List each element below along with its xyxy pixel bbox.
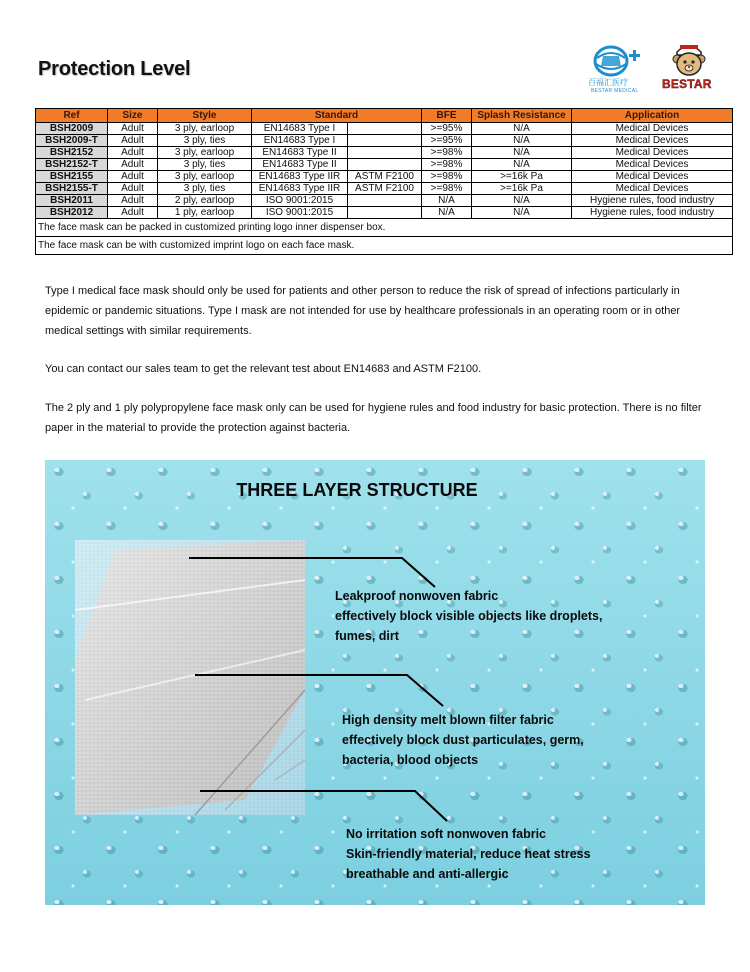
cell-standard-2 — [348, 207, 422, 219]
cell-size: Adult — [108, 207, 158, 219]
header-splash-resistance: Splash Resistance — [472, 109, 572, 123]
cell-splash: >=16k Pa — [472, 183, 572, 195]
cell-bfe: >=98% — [422, 183, 472, 195]
cell-splash: N/A — [472, 159, 572, 171]
cell-bfe: >=98% — [422, 171, 472, 183]
cell-standard: EN14683 Type II — [252, 159, 348, 171]
cell-bfe: >=95% — [422, 135, 472, 147]
layer-inner-line2: Skin-friendly material, reduce heat stress — [346, 847, 591, 861]
cell-style: 3 ply, earloop — [158, 123, 252, 135]
cell-standard-2 — [348, 159, 422, 171]
cell-splash: N/A — [472, 135, 572, 147]
cell-style: 2 ply, earloop — [158, 195, 252, 207]
paragraph-hygiene: The 2 ply and 1 ply polypropylene face mask only can be used for hygiene rules and food industry for basic protection. There is no filter paper in the material to provide the protection against bacteria. — [45, 402, 702, 434]
cell-standard: EN14683 Type IIR — [252, 171, 348, 183]
layer-inner-description — [346, 824, 591, 884]
cell-standard-2 — [348, 135, 422, 147]
cell-standard: EN14683 Type II — [252, 147, 348, 159]
note-imprint: The face mask can be with customized imprint logo on each face mask. — [36, 237, 733, 255]
table-note-row — [36, 219, 733, 237]
bestar-bear-logo — [660, 42, 718, 98]
cell-standard: ISO 9001:2015 — [252, 207, 348, 219]
cell-application: Medical Devices — [572, 171, 733, 183]
note-packing: The face mask can be packed in customized printing logo inner dispenser box. — [36, 219, 733, 237]
layer-middle-line3: bacteria, blood objects — [342, 753, 479, 767]
logo-cn-text: 百福汇医疗 — [588, 78, 628, 87]
cell-standard: EN14683 Type IIR — [252, 183, 348, 195]
layer-middle-line2: effectively block dust particulates, germ, — [342, 733, 584, 747]
cell-style: 3 ply, earloop — [158, 171, 252, 183]
cell-application: Hygiene rules, food industry — [572, 195, 733, 207]
cell-splash: N/A — [472, 195, 572, 207]
layer-middle-title: High density melt blown filter fabric — [342, 713, 554, 727]
header-style: Style — [158, 109, 252, 123]
table-row — [36, 195, 733, 207]
header-ref: Ref — [36, 109, 108, 123]
cell-bfe: N/A — [422, 195, 472, 207]
cell-ref: BSH2152-T — [36, 159, 108, 171]
layer-outer-line2: effectively block visible objects like droplets, — [335, 609, 603, 623]
bestar-medical-logo — [585, 44, 643, 96]
cell-size: Adult — [108, 171, 158, 183]
cell-style: 3 ply, ties — [158, 135, 252, 147]
cell-application: Medical Devices — [572, 183, 733, 195]
cell-standard-2 — [348, 123, 422, 135]
cell-standard-2: ASTM F2100 — [348, 171, 422, 183]
paragraph-contact: You can contact our sales team to get the relevant test about EN14683 and ASTM F2100. — [45, 363, 482, 375]
cell-ref: BSH2009 — [36, 123, 108, 135]
cell-bfe: >=98% — [422, 159, 472, 171]
cell-application: Medical Devices — [572, 147, 733, 159]
cell-size: Adult — [108, 159, 158, 171]
page-title: Protection Level — [38, 58, 191, 80]
cell-size: Adult — [108, 135, 158, 147]
cell-ref: BSH2009-T — [36, 135, 108, 147]
layer-outer-description — [335, 586, 602, 646]
table-note-row — [36, 237, 733, 255]
table-row — [36, 147, 733, 159]
cell-standard-2 — [348, 195, 422, 207]
logo-en-text: BESTAR MEDICAL — [591, 88, 639, 94]
cell-bfe: >=95% — [422, 123, 472, 135]
logo-bestar-text: BESTAR — [662, 77, 712, 91]
cell-application: Medical Devices — [572, 123, 733, 135]
table-row — [36, 123, 733, 135]
layer-inner-title: No irritation soft nonwoven fabric — [346, 827, 547, 841]
cell-size: Adult — [108, 183, 158, 195]
cell-standard: EN14683 Type I — [252, 123, 348, 135]
cell-splash: >=16k Pa — [472, 171, 572, 183]
cell-ref: BSH2011 — [36, 195, 108, 207]
cell-bfe: N/A — [422, 207, 472, 219]
cell-bfe: >=98% — [422, 147, 472, 159]
table-header-row — [36, 109, 733, 123]
cell-splash: N/A — [472, 123, 572, 135]
globe-mask-icon — [585, 44, 643, 78]
cell-ref: BSH2152 — [36, 147, 108, 159]
header-application: Application — [572, 109, 733, 123]
cell-splash: N/A — [472, 147, 572, 159]
cell-style: 3 ply, ties — [158, 183, 252, 195]
cell-size: Adult — [108, 123, 158, 135]
cell-ref: BSH2155-T — [36, 183, 108, 195]
cell-standard-2 — [348, 147, 422, 159]
protection-level-table — [35, 108, 733, 255]
header-standard: Standard — [252, 109, 422, 123]
layer-outer-line3: fumes, dirt — [335, 629, 399, 643]
cell-application: Hygiene rules, food industry — [572, 207, 733, 219]
table-row — [36, 207, 733, 219]
table-row — [36, 183, 733, 195]
table-row — [36, 135, 733, 147]
table-row — [36, 171, 733, 183]
cell-splash: N/A — [472, 207, 572, 219]
cell-ref: BSH2155 — [36, 171, 108, 183]
layer-middle-description — [342, 710, 584, 770]
cell-size: Adult — [108, 147, 158, 159]
cell-application: Medical Devices — [572, 159, 733, 171]
table-row — [36, 159, 733, 171]
cell-application: Medical Devices — [572, 135, 733, 147]
cell-standard: EN14683 Type I — [252, 135, 348, 147]
cell-style: 3 ply, ties — [158, 159, 252, 171]
three-layer-structure-panel — [45, 460, 705, 905]
bear-mascot-icon — [660, 42, 718, 80]
cell-style: 1 ply, earloop — [158, 207, 252, 219]
paragraph-type-i: Type I medical face mask should only be used for patients and other person to reduce the risk of spread of infections particularly in epidemic or pandemic situations. Type I mask are not intended for use by healthcare professionals in an operating room or in other medical settings with similar requirements. — [45, 285, 681, 337]
layer-outer-title: Leakproof nonwoven fabric — [335, 589, 499, 603]
header-bfe: BFE — [422, 109, 472, 123]
cell-style: 3 ply, earloop — [158, 147, 252, 159]
cell-ref: BSH2012 — [36, 207, 108, 219]
layer-inner-line3: breathable and anti-allergic — [346, 867, 509, 881]
cell-standard-2: ASTM F2100 — [348, 183, 422, 195]
cell-size: Adult — [108, 195, 158, 207]
cell-standard: ISO 9001:2015 — [252, 195, 348, 207]
header-size: Size — [108, 109, 158, 123]
structure-title: THREE LAYER STRUCTURE — [236, 480, 478, 500]
